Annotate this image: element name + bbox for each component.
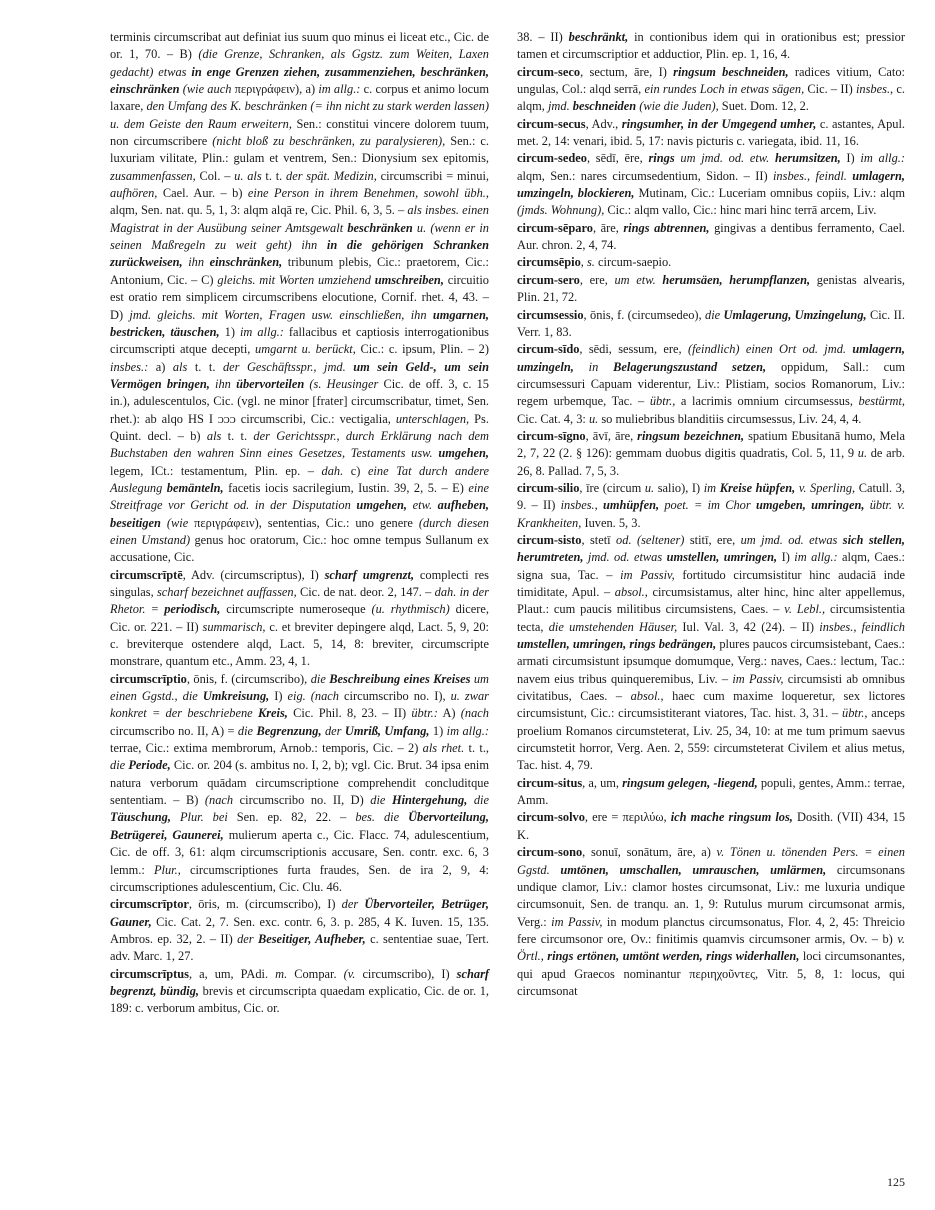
entry-circumsepero: circum-sēparo, āre, rings abtrennen, gingivas a dentibus ferramento, Cael. Aur. chron. 2, 4, 74. <box>517 220 905 253</box>
entry-cont2: 38. – II) beschränkt, in contionibus idem qui in orationibus est; pressior tamen et circumscriptior et adductior, Plin. ep. 1, 16, 4. <box>517 30 905 62</box>
page-number: 125 <box>887 1175 905 1189</box>
entry-circumsedeo: circum-sedeo, sēdī, ēre, rings um jmd. od. etw. herumsitzen, I) im allg.: alqm, Sen.: nares circumsedentium, Sidon. – II) insbes., feindl. umlagern, umzingeln, blockieren, Mutinam, Cic.: Luceriam omnibus copiis, Liv.: alqm (jmds. Wohnung), Cic.: alqm vallo, Cic.: hinc mari hinc terrā arcem, Liv. <box>517 151 906 218</box>
entry-circumscriptus: circumscrīptus, a, um, PAdi. m. Compar. (v. circumscribo), I) scharf begrenzt, bündig, brevis et circumscripta quaedam explicatio, Cic. de or. 1, 189: c. verborum ambitus, Cic. or. <box>110 966 490 1016</box>
entry-circumsepio: circumsēpio, s. circum-saepio. <box>517 255 672 270</box>
entry-circumseco: circum-seco, sectum, āre, I) ringsum beschneiden, radices vitium, Cato: ungulas, Col.: alqd serrā, ein rundes Loch in etwas sägen, Cic. – II) insbes., c. alqm, jmd. beschneiden (wie die Juden), Suet. Dom. 12, 2. <box>517 64 905 114</box>
entry-circumsitus: circum-situs, a, um, ringsum gelegen, -liegend, populi, gentes, Amm.: terrae, Amm. <box>517 775 906 808</box>
entry-circumsero: circum-sero, ere, um etw. herumsäen, herumpflanzen, genistas alvearis, Plin. 21, 72. <box>517 272 905 305</box>
entry-circumsessio: circumsessio, ōnis, f. (circumsedeo), die Umlagerung, Umzingelung, Cic. II. Verr. 1, 83. <box>517 307 905 339</box>
entry-circumscripte: circumscrīptē, Adv. (circumscriptus), I) scharf umgrenzt, complecti res singulas, scharf bezeichnet auffassen, Cic. de nat. deor. 2, 147. – dah. in der Rhetor. = periodisch, circumscripte numeroseque (u. rhythmisch) dicere, Cic. or. 221. – II) summarisch, c. et breviter depingere alqd, Lact. 5, 9, 20: c. breviterque ostendere alqd, Lact. 5, 14, 8: breviter, circumscripte monstrare, quantum etc., Amm. 23, 4, 1. <box>110 567 489 669</box>
entry-circumscriptio: circumscrīptio, ōnis, f. (circumscribo), die Beschreibung eines Kreises um einen Ggstd., die Umkreisung, I) eig. (nach circumscribo no. I), u. zwar konkret = der beschriebene Kreis, Cic. Phil. 8, 23. – II) übtr.: A) (nach circumscribo no. II, A) = die Begrenzung, der Umriß, Umfang, 1) im allg.: terrae, Cic.: extima membrorum, Arnob.: temporis, Cic. – 2) als rhet. t. t., die Periode, Cic. or. 204 (s. ambitus no. I, 2, b); vgl. Cic. Brut. 34 ipsa enim natura verborum quādam circumscriptione comprehendit concluditque sententiam. – B) (nach circumscribo no. II, D) die Hintergehung, die Täuschung, Plur. bei Sen. ep. 82, 22. – bes. die Übervorteilung, Betrügerei, Gaunerei, mulierum aperta c., Cic. Flacc. 74, adulescentium, Cic. de off. 3, 61: alqm circumscriptionis accusare, Sen. contr. exc. 6, 3 lemm.: Plur., circumscriptiones furta fraudes, Sen. de ira 2, 9, 4: circumscriptiones adulescentium, Cic. Clu. 46. <box>110 671 490 894</box>
right-column <box>517 29 905 1000</box>
entry-circumsigno: circum-sīgno, āvī, āre, ringsum bezeichnen, spatium Ebusitanā humo, Mela 2, 7, 22 (2. § 126): gemmam duobus digitis quadratis, Col. 5, 11, 9 u. de arb. 26, 8. Pallad. 7, 5, 3. <box>517 428 905 478</box>
left-column <box>110 29 489 1018</box>
entry-circumsecus: circum-secus, Adv., ringsumher, in der Umgegend umher, c. astantes, Apul. met. 2, 14: venari, ibid. 5, 17: navis picturis c. variegata, ibid. 11, 16. <box>517 116 906 149</box>
entry-circumsilio: circum-silio, īre (circum u. salio), I) im Kreise hüpfen, v. Sperling, Catull. 3, 9. – II) insbes., umhüpfen, poet. = im Chor umgeben, umringen, übtr. v. Krankheiten, Iuven. 5, 3. <box>517 480 905 530</box>
entry-circumscriptor: circumscrīptor, ōris, m. (circumscribo), I) der Übervorteiler, Betrüger, Gauner, Cic. Cat. 2, 7. Sen. exc. contr. 6, 3. p. 285, 4 K. Iuven. 15, 135. Ambros. ep. 32, 2. – II) der Beseitiger, Aufheber, c. sententiae suae, Tert. adv. Marc. 1, 27. <box>110 897 489 964</box>
entry-circumsisto: circum-sisto, stetī od. (seltener) stitī, ere, um jmd. od. etwas sich stellen, herumtreten, jmd. od. etwas umstellen, umringen, I) im allg.: alqm, Caes.: signa sua, Tac. – im Passiv, fortitudo circumsistitur hinc audaciā inde timiditate, Apul. – absol., circumsistamus, alter hinc, hinc alter appellemus, Plaut.: cum paucis militibus circumsistens, Caes. – v. Lebl., circumsistentia tecta, die umstehenden Häuser, Iul. Val. 3, 42 (24). – II) insbes., feindlich umstellen, umringen, rings bedrängen, plures paucos circumsistebant, Caes.: armati circumsistunt ipsumque domumque, Verg.: naves, Caes.: lectum, Tac.: navem eius tribus quinqueremibus, Liv. – im Passiv, circumsisti ab omnibus civitatibus, Caes. – absol., haec cum maxime loqueretur, sex lictores circumsistunt, Cic.: circumsistiterant viatores, Tac. hist. 3, 31. – übtr., anceps proelium Romanos circumsteterat, Liv. 25, 34, 10: at me tum primum saevus circumstetit horror, Verg. Aen. 2, 559: circumsteterat Civilem et alius metus, Tac. hist. 4, 79. <box>517 532 906 773</box>
entry-circumsido: circum-sīdo, sēdi, sessum, ere, (feindlich) einen Ort od. jmd. umlagern, umzingeln, in Belagerungszustand setzen, oppidum, Sall.: cum circumsessuri Capuam viderentur, Liv.: Plistiam, socios Romanorum, Liv.: regem urbemque, Tac. – übtr., a lacrimis omnium circumsessus, bestürmt, Cic. Cat. 4, 3: u. so muliebribus blanditiis circumsessus, Liv. 24, 4, 4. <box>517 342 906 426</box>
entry-cont: terminis circumscribat aut definiat ius suum quo minus ei liceat etc., Cic. de or. 1, 70. – B) (die Grenze, Schranken, als Ggstz. zum Weiten, Laxen gedacht) etwas in enge Grenzen ziehen, zusammenziehen, beschränken, einschränken (wie auch περιγράφειν), a) im allg.: c. corpus et animo locum laxare, den Umfang des K. beschränken (= ihn nicht zu stark werden lassen) u. dem Geiste den Raum erweitern, Sen.: constitui vincere dolorem tuum, non circumscribere (nicht bloß zu beschränken, zu paralysieren), Sen.: c. luxuriam vilitate, Plin.: gulam et ventrem, Sen.: Dionysium sex epitomis, zusammenfassen, Col. – u. als t. t. der spät. Medizin, circumscribi = minui, aufhören, Cael. Aur. – b) eine Person in ihrem Benehmen, sowohl übh., alqm, Sen. nat. qu. 5, 1, 3: alqm alqā re, Cic. Phil. 6, 3, 5. – als insbes. einen Magistrat in der Ausübung seiner Amtsgewalt beschränken u. (wenn er in seinen Maßregeln zu weit geht) ihn in die gehörigen Schranken zurückweisen, ihn einschränken, tribunum plebis, Cic.: praetorem, Cic.: Antonium, Cic. – C) gleichs. mit Worten umziehend umschreiben, circuitio est oratio rem simplicem circumscribens elocutione, Cornif. rhet. 4, 43. – D) jmd. gleichs. mit Worten, Fragen usw. einschließen, ihn umgarnen, bestricken, täuschen, 1) im allg.: fallacibus et captiosis interrogationibus circumscripti atque decepti, umgarnt u. berückt, Cic.: c. ipsum, Plin. – 2) insbes.: a) als t. t. der Geschäftsspr., jmd. um sein Geld-, um sein Vermögen bringen, ihn übervorteilen (s. Heusinger Cic. de off. 3, c. 15 in.), adulescentulos, Cic. (vgl. ne minor [frater] circumscribatur, timet, Sen. rhet.): ab alqo HS I ᴐᴐᴐ circumscribi, Cic.: vectigalia, unterschlagen, Ps. Quint. decl. – b) als t. t. der Gerichtsspr., durch Erklärung nach dem Buchstaben den wahren Sinn eines Gesetzes, Testaments usw. umgehen, legem, ICt.: testamentum, Plin. ep. – dah. c) eine Tat durch andere Auslegung bemänteln, facetis iocis sacrilegium, Iustin. 39, 2, 5. – E) eine Streitfrage vor Gericht od. in der Disputation umgehen, etw. aufheben, beseitigen (wie περιγράφειν), sententias, Cic.: uno genere (durch diesen einen Umstand) genus hoc oratorum, Cic.: hoc omne tempus Sullanum ex accusatione, Cic. <box>110 30 490 565</box>
entry-circumsono: circum-sono, sonuī, sonātum, āre, a) v. Tönen u. tönenden Pers. = einen Ggstd. umtönen, umschallen, umrauschen, umlärmen, circumsonans undique clamor, Liv.: clamor hostes circumsonat, Liv.: me luxuria undique circumsonuit, Sen. de tranqu. an. 1, 9: Rutulus murum circumsonat armis, Verg.: im Passiv, in modum planctus circumsonatus, Flor. 4, 2, 45: Threicio fere circumsonor ore, Ov.: finitimis quamvis circumsoner armis, Ov. – b) v. Örtl., rings ertönen, umtönt werden, rings widerhallen, loci circumsonantes, qui apud Graecos nominantur περιηχοῦντες, Vitr. 5, 8, 1: locus, qui circumsonat <box>517 845 905 998</box>
entry-circumsolvo: circum-solvo, ere = περιλύω, ich mache ringsum los, Dosith. (VII) 434, 15 K. <box>517 810 906 842</box>
